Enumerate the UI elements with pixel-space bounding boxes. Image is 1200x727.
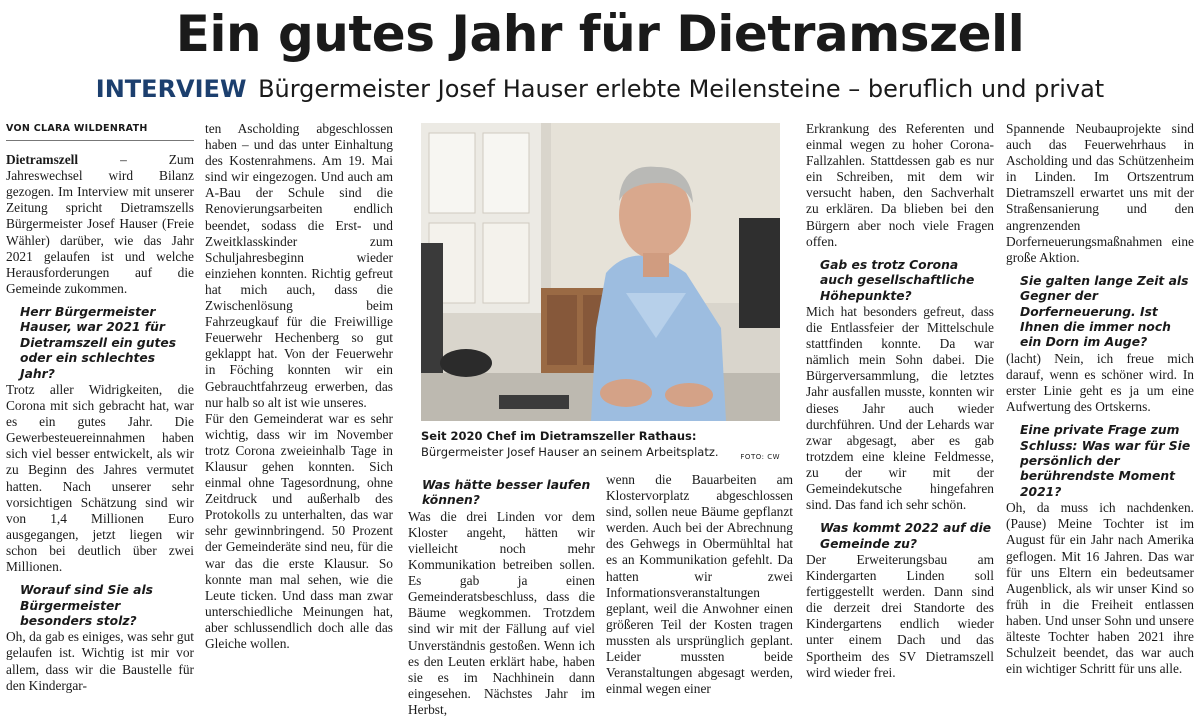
photo-illustration [421, 123, 780, 421]
question-6: Sie galten lange Zeit als Gegner der Dorferneuerung. Ist Ihnen die immer noch ein Dorn im Auge? [1020, 273, 1189, 350]
subline-kicker: INTERVIEW [95, 75, 247, 103]
intro-paragraph: Dietramszell – Zum Jahreswechsel wird Bilanz gezogen. Im Interview mit unserer Zeitung spricht Dietramszells Bürgermeister Josef Hauser (Freie Wähler) darüber, wie das Jahr 2021 gelaufen ist und welche Herausforderungen auf die Gemeinde zukommen. [6, 152, 194, 296]
photo-mayor [421, 123, 780, 421]
question-4: Gab es trotz Corona auch gesellschaftliche Höhepunkte? [820, 257, 975, 303]
article-column-5 [806, 121, 994, 725]
byline: VON CLARA WILDENRATH [6, 121, 194, 141]
answer-5: Der Erweiterungsbau am Kindergarten Linden soll fertiggestellt werden. Dann sind die derzeit drei Standorte des Kindergartens endlich wieder unter einem Dach und das Sportheim des SV Dietramszell wird wieder frei. [806, 552, 994, 680]
article-column-4 [606, 472, 793, 727]
paragraph: Spannende Neubauprojekte sind auch das Feuerwehrhaus in Ascholding und das Schützenheim in Linden. Im Ortszentrum Dietramszell erwartet uns mit der Straßensanierung und den angrenzenden Dorferneuerungsmaßnahmen eine große Aktion. [1006, 121, 1194, 265]
photo-credit: FOTO: CW [740, 453, 780, 461]
article-column-6 [1006, 121, 1194, 725]
dateline: Dietramszell [6, 152, 79, 168]
caption-title: Seit 2020 Chef im Dietramszeller Rathaus: [421, 429, 697, 443]
answer-4: Mich hat besonders gefreut, dass die Entlassfeier der Mittelschule stattfinden konnte. Da war nämlich mein Sohn dabei. Die Bürgerversammlung, die letztes Jahr ausfallen musste, konnten wir dieses Jahr auch wieder durchführen. Und der Lehards war zwar abgesagt, aber es gab trotzdem eine kleine Feldmesse, zu der wir mit der Gemeindekutsche hingefahren sind. Das fand ich sehr schön. [806, 303, 994, 513]
caption-text: Bürgermeister Josef Hauser an seinem Arbeitsplatz. [421, 445, 719, 459]
article-column-1 [6, 121, 194, 725]
answer-1: Trotz aller Widrigkeiten, die Corona mit sich gebracht hat, war es ein gutes Jahr. Die Gewerbesteuereinnahmen haben sich viel besser entwickelt, als wir zu Beginn des Jahres vermutet hatten. Nach unserer sehr vorsichtigen Schätzung sind wir von 1,4 Millionen Euro ausgegangen, jetzt liegen wir schon bei deutlich über zwei Millionen. [6, 381, 194, 574]
question-2: Worauf sind Sie als Bürgermeister besonders stolz? [20, 583, 153, 628]
paragraph: Für den Gemeinderat war es sehr wichtig, dass wir im November trotz Corona zweieinhalb Tage in Klausur gehen konnten. Sich einmal ohne Tagesordnung, ohne Zeitdruck und außerhalb des Protokolls zu unterhalten, das war sehr gewinnbringend. 50 Prozent der Gemeinderäte sind neu, für die war das die erste Klausur. So konnte man mal sehen, wie die Leute ticken. Und dass man zwar unterschiedliche Meinungen hat, aber schlussendlich doch alle das Gleiche wollen. [205, 410, 393, 651]
question-7: Eine private Frage zum Schluss: Was war für Sie persönlich der berührendste Moment 2021? [1020, 423, 1191, 499]
question-1: Herr Bürgermeister Hauser, war 2021 für Dietramszell ein gutes oder ein schlechtes Jahr? [20, 304, 177, 381]
photo-caption [421, 428, 780, 465]
answer-7: Oh, da muss ich nachdenken. (Pause) Meine Tochter ist im August für ein Jahr nach Amerika geflogen. Mit 16 Jahren. Das war für uns Eltern ein bedeutsamer Augenblick, als wir unser Kind so früh in die Freiheit entlassen haben. Und unser Sohn und unsere älteste Tochter haben 2021 ihre Schulzeit beendet, das war auch ein wichtiger Schritt für uns alle. [1006, 500, 1194, 677]
article-column-2 [205, 121, 393, 725]
answer-6: (lacht) Nein, ich freue mich darauf, wenn es schöner wird. In erster Linie geht es ja um eine Aufwertung des Ortskerns. [1006, 350, 1194, 415]
answer-2: Oh, da gab es einiges, was sehr gut gelaufen ist. Wichtig ist mir vor allem, dass wir die Baustelle für den Kindergar- [6, 629, 194, 693]
paragraph: wenn die Bauarbeiten am Klostervorplatz abgeschlossen sind, sollen neue Bäume gepflanzt werden. Auch bei der Abrechnung des Gehwegs in Obermühltal hat es an Kommunikation gefehlt. Da hatten wir zwei Informationsveranstaltungen geplant, weil die Anwohner einen größeren Teil der Kosten tragen mussten als ursprünglich geplant. Leider mussten beide Veranstaltungen abgesagt werden, einmal wegen einer [606, 472, 793, 697]
answer-3: Was die drei Linden vor dem Kloster angeht, hätten wir vielleicht noch mehr Kommunikation betreiben sollen. Es gab ja einen Gemeinderatsbeschluss, dass die Bäume wegkommen. Trotzdem sind wir mit der Fällung auf viel Unverständnis gestoßen. Wenn ich es den Leuten erklärt habe, haben sie es im Nachhinein dann eingesehen. Nächstes Jahr im Herbst, [408, 508, 595, 717]
article-column-3 [408, 470, 595, 725]
question-3: Was hätte besser laufen können? [422, 478, 591, 508]
subline-text: Bürgermeister Josef Hauser erlebte Meilensteine – beruflich und privat [258, 75, 1105, 103]
question-5: Was kommt 2022 auf die Gemeinde zu? [820, 521, 992, 551]
paragraph: ten Ascholding abgeschlossen haben – und das unter Einhaltung des Kostenrahmens. Am 19. Mai sind wir eingezogen. Und auch am A-Bau der Schule sind die Renovierungsarbeiten endlich beendet, sodass die Erst- und Zweitklasskinder zum Schuljahresbeginn wieder einziehen konnten. Richtig gefreut hat mich auch, dass die Zwischenlösung beim Fahrzeugkauf für die Freiwillige Feuerwehr Hechenberg so gut geklappt hat. Von der Feuerwehr in Föching konnten wir ein Gebrauchtfahrzeug erwerben, das nur halb so alt ist wie unseres. [205, 121, 393, 410]
headline: Ein gutes Jahr für Dietramszell [175, 5, 1025, 63]
subline [0, 72, 1200, 106]
paragraph: Erkrankung des Referenten und einmal wegen zu hoher Corona-Fallzahlen. Stattdessen gab es nur ein Schreiben, mit dem wir versucht haben, den Sachverhalt zu erklären. Da blieben bei den Bürgern aber noch viele Fragen offen. [806, 121, 994, 249]
